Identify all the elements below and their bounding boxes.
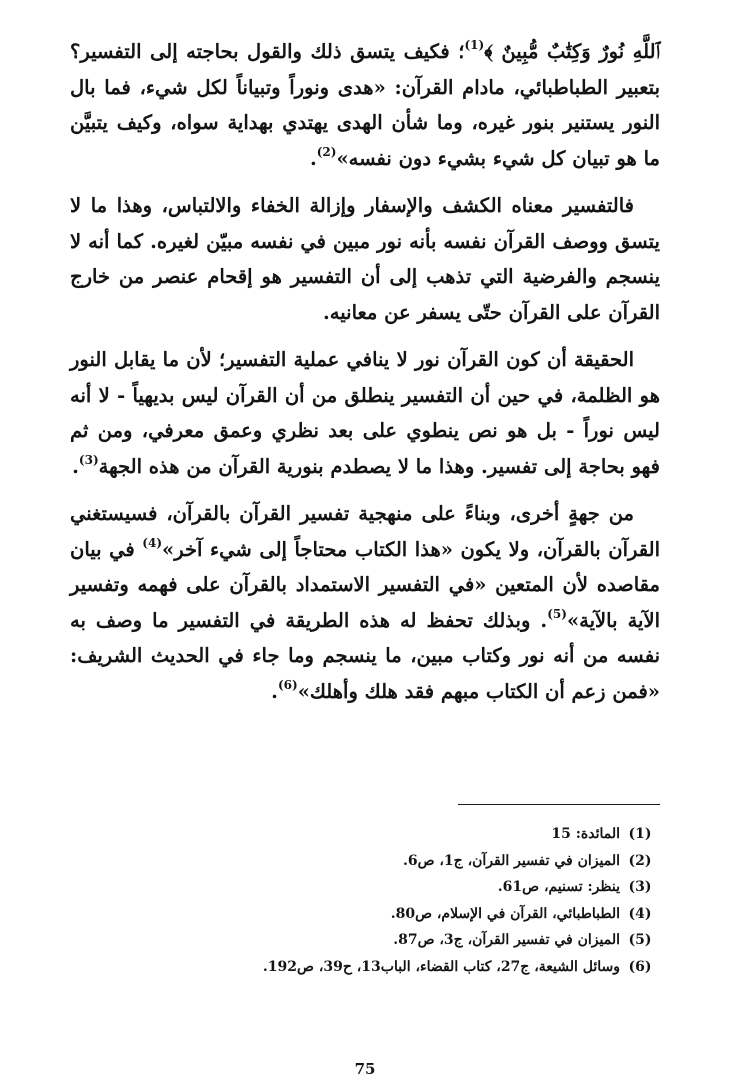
quran-verse: ﭐﻟﻠَّﻪِ ﻧُﻮﺭٌ ﻭَﻛِﺘَٰﺐٌ ﻣُّﺒِﻴﻦٌ ﴾ bbox=[484, 40, 660, 63]
footnote-text: وسائل الشيعة، ج27، كتاب القضاء، الباب13، ح39، ص192. bbox=[262, 958, 620, 975]
paragraph-4-text-b: في بيان مقاصده لأن المتعين «في التفسير الاستمداد بالقرآن على فهمه وتفسير الآية بالآية» bbox=[70, 537, 660, 632]
footnote-text: ينظر: تسنيم، ص61. bbox=[497, 879, 620, 895]
footnote-ref-5[interactable]: (5) bbox=[547, 606, 567, 621]
footnote-item bbox=[70, 927, 660, 954]
footnote-divider bbox=[458, 804, 660, 805]
footnote-number: (1) bbox=[628, 826, 652, 842]
paragraph-4-end: . bbox=[271, 679, 278, 703]
footnote-item bbox=[70, 821, 660, 848]
footnote-ref-3[interactable]: (3) bbox=[78, 452, 99, 467]
footnote-text: المائدة: 15 bbox=[551, 826, 620, 842]
paragraph-1 bbox=[70, 34, 660, 176]
paragraph-2 bbox=[70, 188, 660, 330]
paragraph-3 bbox=[70, 342, 660, 484]
footnote-number: (6) bbox=[628, 958, 652, 975]
paragraph-1-text: ؛ فكيف يتسق ذلك والقول بحاجته إلى التفسير؟ بتعبير الطباطبائي، مادام القرآن: «هدى ونوراً وتبياناً لكل شيء، فما بال النور يستنير بنور غيره، وما شأن الهدى يهتدي بهداية سواه، وكيف يتبيَّن ما هو تبيان كل شيء بشيء دون نفسه» bbox=[70, 40, 660, 170]
footnote-item bbox=[70, 848, 660, 875]
footnote-item bbox=[70, 901, 660, 928]
footnotes-list bbox=[70, 821, 660, 980]
paragraph-4-text-c: . وبذلك تحفظ له هذه الطريقة في التفسير ما وصف به نفسه من أنه نور وكتاب مبين، ما ينسجم وما جاء في الحديث الشريف: «فمن زعم أن الكتاب مبهم فقد هلك وأهلك» bbox=[70, 608, 660, 703]
footnote-number: (4) bbox=[628, 905, 652, 922]
footnote-text: الطباطبائي، القرآن في الإسلام، ص80. bbox=[390, 905, 620, 922]
footnote-ref-1[interactable]: (1) bbox=[464, 38, 485, 52]
paragraph-1-end: . bbox=[309, 146, 317, 170]
main-text bbox=[70, 34, 660, 709]
footnote-text: الميزان في تفسير القرآن، ج3، ص87. bbox=[393, 932, 620, 948]
paragraph-3-text: الحقيقة أن كون القرآن نور لا ينافي عملية التفسير؛ لأن ما يقابل النور هو الظلمة، في حين أن التفسير ينطلق من أن القرآن ليس بديهياً - لا أنه ليس نوراً - بل هو نص ينطوي على بعد نظري وعمق معرفي، ومن ثم فهو بحاجة إلى تفسير. وهذا ما لا يصطدم بنورية القرآن من هذه الجهة bbox=[70, 348, 660, 478]
footnote-item bbox=[70, 874, 660, 901]
footnote-number: (5) bbox=[628, 932, 652, 948]
paragraph-3-end: . bbox=[72, 454, 79, 478]
paragraph-2-text: فالتفسير معناه الكشف والإسفار وإزالة الخفاء والالتباس، وهذا ما لا يتسق ووصف القرآن نفسه بأنه نور مبين في نفسه مبيّن لغيره. كما أنه لا ينسجم والفرضية التي تذهب إلى أن التفسير هو إقحام عنصر من خارج القرآن على القرآن حتّى يسفر عن معانيه. bbox=[70, 194, 660, 324]
footnote-ref-2[interactable]: (2) bbox=[316, 144, 337, 159]
footnote-number: (2) bbox=[628, 852, 652, 869]
footnote-text: الميزان في تفسير القرآن، ج1، ص6. bbox=[402, 852, 620, 869]
page-number: 75 bbox=[354, 1060, 376, 1078]
page-body bbox=[70, 34, 660, 1084]
footnote-number: (3) bbox=[628, 879, 652, 895]
footnote-item bbox=[70, 954, 660, 981]
footnote-ref-4[interactable]: (4) bbox=[142, 535, 163, 550]
paragraph-4-text-a: من جهةٍ أخرى، وبناءً على منهجية تفسير القرآن بالقرآن، فسيستغني القرآن بالقرآن، ولا يكون «هذا الكتاب محتاجاً إلى شيء آخر» bbox=[70, 502, 660, 561]
paragraph-4 bbox=[70, 496, 660, 709]
footnote-ref-6[interactable]: (6) bbox=[277, 677, 298, 692]
